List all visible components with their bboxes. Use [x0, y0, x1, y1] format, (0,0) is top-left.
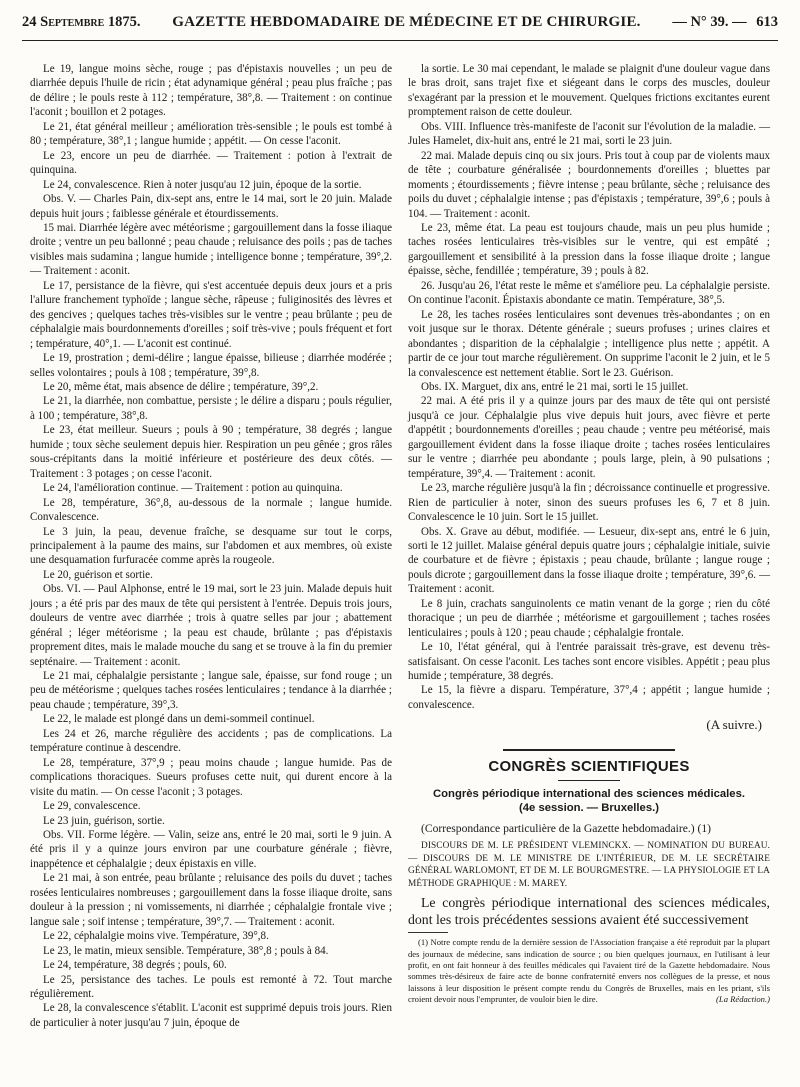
paragraph: 15 mai. Diarrhée légère avec météorisme ; gargouillement dans la fosse iliaque droite ; ventre un peu ballonné ; peau chaude ; reluisance des poils ; pas de taches visibles mais sudamina ; langue humide ; intelligence bonne ; température, 39°,2. — Traitement : aconit.: [30, 221, 392, 278]
paragraph: Le 20, même état, mais absence de délire ; température, 39°,2.: [43, 380, 319, 393]
paragraph: Le 19, langue moins sèche, rouge ; pas d'épistaxis nouvelles ; un peu de diarrhée depuis l'huile de ricin ; état adynamique général ; peau plus fraîche ; pas de délire ; le pouls reste à 112 ; température, 38°,8. — Traitement : on continue l'aconit ; bouillon et 2 potages.: [30, 63, 392, 119]
paragraph: Le 15, la fièvre a disparu. Température, 37°,4 ; appétit ; langue humide ; convalescence.: [408, 684, 770, 711]
paragraph: Les 24 et 26, marche régulière des accidents ; pas de complications. La température continue à descendre.: [30, 727, 392, 755]
paragraph: Obs. VII. Forme légère. — Valin, seize ans, entré le 20 mai, sorti le 9 juin. A été pris il y a quinze jours environ par une courbature générale ; fièvre, inappétence et céphalalgie ; deux épistaxis en ville.: [30, 829, 392, 870]
right-column: [408, 62, 770, 1005]
paragraph: Obs. X. Grave au début, modifiée. — Lesueur, dix-sept ans, entré le 6 juin, sorti le 12 juillet. Malaise général depuis quatre jours ; céphalalgie initiale, suivie de courbature et de fièvre ; épistaxis ; peau chaude, brûlante ; langue rouge ; pouls dicrote ; gargouillement dans la fosse iliaque droite ; température, 39°,6. — Traitement : aconit.: [408, 525, 770, 596]
paragraph: Le 21 mai, céphalalgie persistante ; langue sale, épaisse, sur fond rouge ; un peu de météorisme ; quelques taches rosées lenticulaires ; tendance à la diarrhée ; peau chaude ; température, 39°,3.: [30, 670, 392, 711]
to-be-continued: (A suivre.): [706, 717, 762, 733]
speeches-summary: DISCOURS DE M. LE PRÉSIDENT VLEMINCKX. — NOMINATION DU BUREAU. — DISCOURS DE M. LE MINISTRE DE L'INTÉRIEUR, DE M. LE SECRÉTAIRE GÉNÉRAL WARLOMONT, ET DE M. LE BOURGMESTRE. — LA PHYSIOLOGIE ET LA MÉTHODE GRAPHIQUE : M. MAREY.: [408, 841, 770, 889]
paragraph: Le 3 juin, la peau, devenue fraîche, se desquame sur tout le corps, principalement à la paume des mains, sur l'abdomen et aux membres, où existe une desquamation furfuracée comme après la rougeole.: [30, 525, 392, 567]
paragraph: Le 21, la diarrhée, non combattue, persiste ; le délire a disparu ; pouls régulier, à 100 ; température, 38°,8.: [30, 395, 392, 422]
paragraph: Le 23, marche régulière jusqu'à la fin ; décroissance continuelle et progressive. Rien de particulier à noter, sinon des sueurs profuses les 6, 7 et 8 juin. Convalescence le 10 juin. Sort le 15 juillet.: [408, 482, 770, 524]
footnote: [408, 937, 770, 1005]
paragraph: Obs. VI. — Paul Alphonse, entré le 19 mai, sort le 23 juin. Malade depuis huit jours ; a été pris par des maux de tête qui persistent à l'entrée. Depuis trois jours, douleurs de ventre avec diarrhée ; trois à quatre selles par jour ; abattement général ; léger météorisme ; la peau est chaude, brûlante ; pas d'épistaxis proprement dites, mais le malade mouche du sang et se trouve à la fin du premier septénaire. — Traitement : aconit.: [30, 583, 392, 668]
header-issue: — N° 39. —: [672, 13, 747, 30]
correspondence-note: (Correspondance particulière de la Gazette hebdomadaire.) (1): [421, 821, 712, 835]
congress-session: (4e session. — Bruxelles.): [518, 802, 659, 815]
paragraph: Le 23 juin, guérison, sortie.: [43, 814, 165, 827]
paragraph: Le 17, persistance de la fièvre, qui s'est accentuée depuis deux jours et a pris l'allure franchement typhoïde ; langue sèche, râpeuse ; fuliginosités des lèvres et des gencives ; quelques taches très-visibles sur le ventre ; peau brûlante ; peu de céphalalgie mais bourdonnements d'oreilles ; soif très-vive ; pouls fréquent et fort ; température, 40°,1. — L'aconit est continué.: [30, 279, 392, 350]
header-page-number: 613: [756, 13, 778, 30]
paragraph: 26. Jusqu'au 26, l'état reste le même et s'améliore peu. La céphalalgie persiste. On continue l'aconit. Épistaxis abondante ce matin. Température, 38°,5.: [408, 279, 770, 307]
congress-name: Congrès périodique international des sciences médicales.: [432, 788, 746, 801]
title-underline: [558, 780, 620, 781]
paragraph: Obs. IX. Marguet, dix ans, entré le 21 mai, sorti le 15 juillet.: [421, 380, 689, 393]
paragraph: Le 23, le matin, mieux sensible. Température, 38°,8 ; pouls à 84.: [43, 944, 329, 957]
paragraph: 22 mai. A été pris il y a quinze jours par des maux de tête qui ont persisté jusqu'à ce jour. Céphalalgie plus vive depuis huit jours, avec fièvre et perte d'appétit ; bourdonnements d'oreilles ; peau chaude ; ventre peu météorisé, mais gargouillement évident dans la fosse iliaque droite ; taches rosées lenticulaires sur le ventre ; diarrhée peu abondante ; pouls large, plein, à 90 pulsations ; température, 39°,4. — Traitement : aconit.: [408, 395, 770, 480]
left-column: [30, 62, 392, 1030]
paragraph: Le 25, persistance des taches. Le pouls est remonté à 72. Tout marche régulièrement.: [30, 973, 392, 1000]
header-title: GAZETTE HEBDOMADAIRE DE MÉDECINE ET DE CHIRURGIE.: [172, 13, 641, 30]
paragraph: Obs. VIII. Influence très-manifeste de l'aconit sur l'évolution de la maladie. — Jules Hamelet, dix-huit ans, entré le 21 mai, sorti le 23 juin.: [408, 120, 770, 148]
paragraph: Obs. V. — Charles Pain, dix-sept ans, entre le 14 mai, sort le 20 juin. Malade depuis huit jours ; faiblesse générale et étourdissements.: [30, 193, 392, 220]
paragraph: Le 24, température, 38 degrés ; pouls, 60.: [43, 959, 227, 972]
paragraph: Le 8 juin, crachats sanguinolents ce matin venant de la gorge ; rien du côté thoracique ; un peu de diarrhée ; météorisme et gargouillement ; taches rosées lenticulaires ; pouls à 120 ; peau chaude ; céphalalgie frontale.: [408, 597, 770, 639]
paragraph: Le 22, le malade est plongé dans un demi-sommeil continuel.: [43, 713, 315, 726]
paragraph: Le 23, encore un peu de diarrhée. — Traitement : potion à l'extrait de quinquina.: [30, 149, 392, 177]
header-date: 24 Septembre 1875.: [22, 13, 141, 30]
paragraph: Le 21 mai, à son entrée, peau brûlante ; reluisance des poils du duvet ; taches rosées lenticulaires nombreuses ; gargouillement dans la fosse iliaque droite, sans douleur à la pression ; ni vomissements, ni diarrhée ; céphalalgie frontale vive ; langue sale ; soif intense ; température, 39°,7. — Traitement : aconit.: [30, 872, 392, 928]
paragraph: la sortie. Le 30 mai cependant, le malade se plaignit d'une douleur vague dans le bras droit, sans trajet fixe et siégeant dans le corps des muscles, douleur s'exagérant par la pression et le mouvement. Quelques frictions excitantes eurent promptement raison de cette douleur.: [408, 63, 770, 119]
paragraph: Le 28, les taches rosées lenticulaires sont devenues très-abondantes ; on en voit jusque sur le thorax. Détente générale ; sueurs profuses ; urines claires et abondantes ; disparition de la céphalalgie ; intelligence plus nette ; appétit. A partir de ce jour tout marche régulièrement. On supprime l'aconit le 2 juin, et le 5 la convalescence est nettement établie. Sort le 23. Guérison.: [408, 308, 770, 379]
footnote-divider: [408, 932, 448, 933]
paragraph: Le 20, guérison et sortie.: [43, 568, 153, 581]
paragraph: Le 24, l'amélioration continue. — Traitement : potion au quinquina.: [43, 482, 343, 495]
section-title: CONGRÈS SCIENTIFIQUES: [488, 758, 690, 776]
paragraph: Le 28, la convalescence s'établit. L'aconit est supprimé depuis trois jours. Rien de particulier à noter jusqu'au 7 juin, époque de: [30, 1002, 392, 1029]
paragraph: Le 19, prostration ; demi-délire ; langue épaisse, bilieuse ; diarrhée modérée ; selles volontaires ; pouls à 108 ; température, 39°,8.: [30, 352, 392, 379]
section-divider: [503, 749, 675, 751]
paragraph: Le 21, état général meilleur ; amélioration très-sensible ; le pouls est tombé à 80 ; température, 38°,1 ; langue humide ; appétit. — On cesse l'aconit.: [30, 120, 392, 148]
paragraph: Le 24, convalescence. Rien à noter jusqu'au 12 juin, époque de la sortie.: [43, 178, 362, 191]
paragraph: Le 23, même état. La peau est toujours chaude, mais un peu plus humide ; taches rosées lenticulaires très-visibles sur le ventre, qui est empâté ; gargouillement et sensibilité à la pression dans la fosse iliaque droite ; langue épaisse, sèche, fendillée ; température, 39 ; pouls à 82.: [408, 221, 770, 278]
paragraph: Le 29, convalescence.: [43, 800, 141, 813]
article-lead: Le congrès périodique international des sciences médicales, dont les trois précédentes sessions avaient été successivement: [408, 895, 770, 928]
right-column-paragraphs: [408, 62, 770, 712]
paragraph: 22 mai. Malade depuis cinq ou six jours. Pris tout à coup par de violents maux de tête ; courbature généralisée ; bourdonnements d'oreilles ; bluettes par moments ; étourdissements ; fièvre intense ; peau brûlante, sèche ; reluisance des poils du duvet ; céphalalgie intense ; pas d'épistaxis ; température, 39°,6 ; pouls à 104. — Traitement : aconit.: [408, 149, 770, 220]
paragraph: Le 23, état meilleur. Sueurs ; pouls à 90 ; température, 38 degrés ; langue humide ; toux sèche seulement depuis hier. Respiration un peu gênée ; gros râles sous-crépitants dans la moitié inférieure et postérieure des deux côtés. — Traitement : 3 potages ; on cesse l'aconit.: [30, 424, 392, 480]
page-header: [22, 4, 778, 41]
footnote-text: (1) Notre compte rendu de la dernière session de l'Association française a été reproduit par la plupart des journaux de médecine, sans indication de source ; ou bien quelques journaux, en l'utilisant à leur profit, en ont fait honneur à des feuilles médicales qui l'avaient tiré de la Gazette hebdomadaire. Nous sommes très-désireux de faire acte de bonne confraternité envers nos collègues de la presse, et nous laissons à leur disposition le présent compte rendu du Congrès de Bruxelles, mais en les priant, s'ils croient devoir nous l'emprunter, de vouloir bien le dire.: [408, 937, 770, 1004]
paragraph: Le 28, température, 36°,8, au-dessous de la normale ; langue humide. Convalescence.: [30, 496, 392, 524]
paragraph: Le 10, l'état général, qui à l'entrée paraissait très-grave, est devenu très-satisfaisant. On cesse l'aconit. Les taches sont encore visibles. Appétit ; peau plus humide ; température, 38 degrés.: [408, 641, 770, 683]
paragraph: Le 22, céphalalgie moins vive. Température, 39°,8.: [43, 930, 269, 943]
paragraph: Le 28, température, 37°,9 ; peau moins chaude ; langue humide. Pas de complications thoraciques. Sueurs profuses cette nuit, qui durent encore à la visite du matin. — On cesse l'aconit ; 3 potages.: [30, 756, 392, 798]
footnote-signature: (La Rédaction.): [716, 993, 770, 1004]
